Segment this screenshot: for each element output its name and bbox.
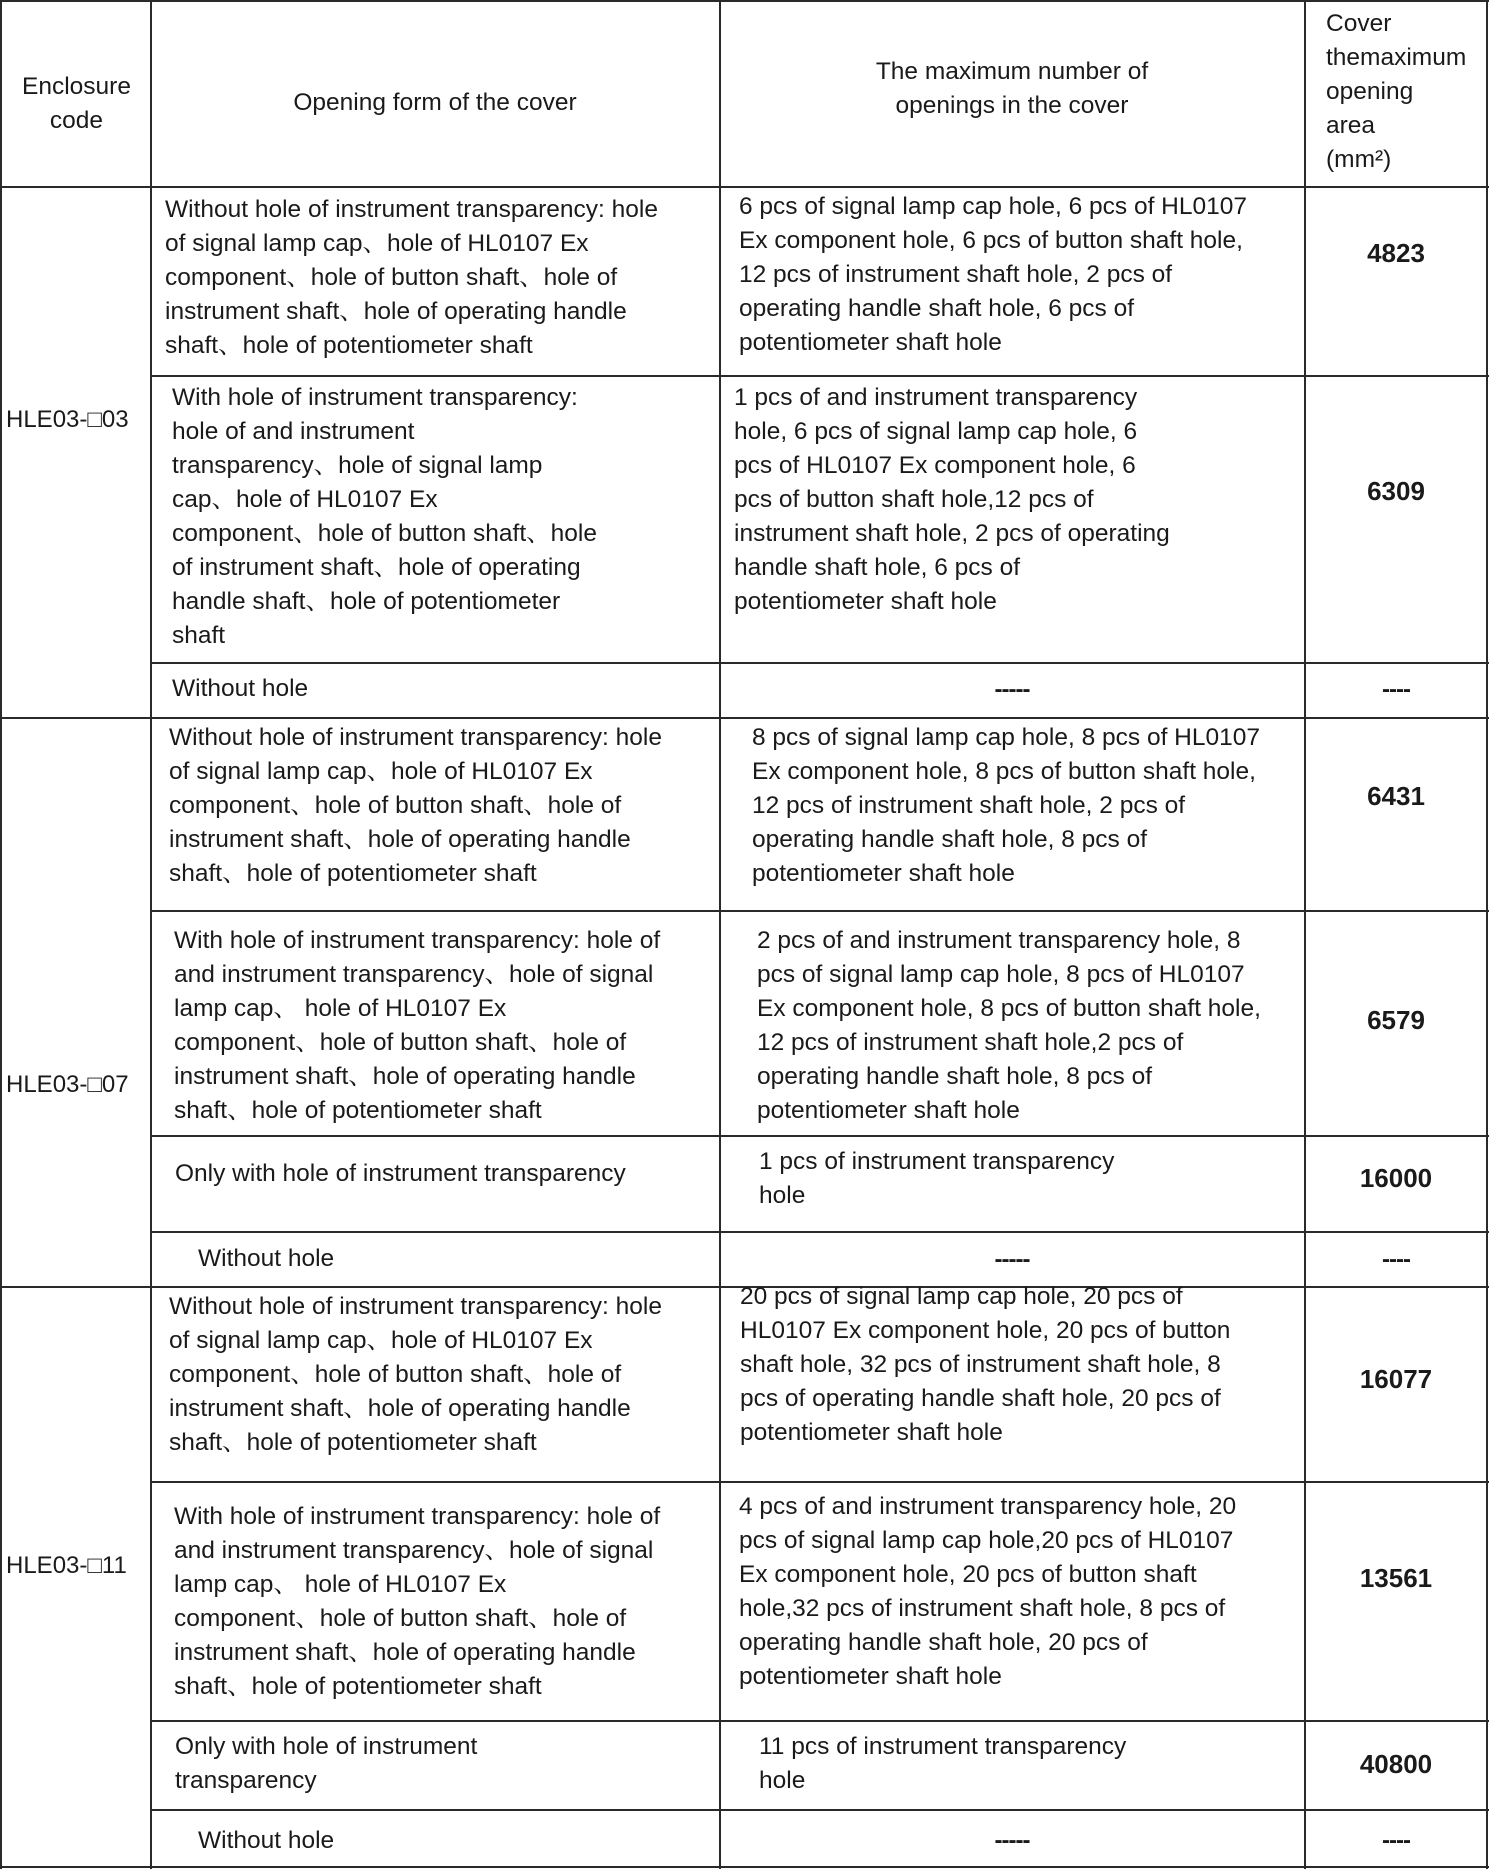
enclosure-code-03: HLE03-□03	[6, 406, 129, 433]
row-divider	[150, 1231, 1489, 1233]
opening-form-cell: Without hole	[172, 675, 309, 702]
max-area-value: 6579	[1367, 1005, 1425, 1035]
opening-form-cell: With hole of instrument transparency: hole of and instrument transparency、hole of signal lamp cap、 hole of HL0107 Ex component、hole of button shaft、hole of instrument shaft、hole of operating handle shaft、hole of potentiometer shaft	[174, 927, 661, 1124]
opening-form-cell: Only with hole of instrument transparency	[175, 1160, 626, 1187]
row-divider	[0, 186, 1489, 188]
enclosure-code-07: HLE03-□07	[6, 1071, 129, 1098]
max-area-value: 13561	[1359, 1563, 1433, 1593]
table-border	[0, 0, 1489, 2]
column-divider	[150, 0, 152, 1869]
max-area-value: 16000	[1359, 1163, 1433, 1193]
column-divider	[719, 0, 721, 1869]
row-divider	[150, 1135, 1489, 1137]
opening-form-cell: Without hole	[198, 1827, 335, 1854]
max-area-value: 40800	[1359, 1749, 1433, 1779]
max-openings-cell: 20 pcs of signal lamp cap hole, 20 pcs of HL0107 Ex component hole, 20 pcs of button shaft hole, 32 pcs of instrument shaft hole, 8 pcs of operating handle shaft hole, 20 pcs of potentiometer shaft hole	[740, 1283, 1231, 1446]
row-divider	[150, 1481, 1489, 1483]
opening-form-cell: Only with hole of instrument transparency	[175, 1733, 478, 1794]
max-openings-cell: 1 pcs of instrument transparency hole	[759, 1148, 1115, 1209]
opening-form-cell: With hole of instrument transparency: hole of and instrument transparency、hole of signal lamp cap、 hole of HL0107 Ex component、hole of button shaft、hole of instrument shaft、hole of operating handle shaft、hole of potentiometer shaft	[174, 1503, 661, 1700]
max-area-value: 4823	[1367, 238, 1425, 268]
max-area-value: 16077	[1359, 1364, 1433, 1394]
empty-marker: ----	[1382, 1246, 1410, 1273]
opening-form-cell: Without hole of instrument transparency: hole of signal lamp cap、hole of HL0107 Ex component、hole of button shaft、hole of instrument shaft、hole of operating handle shaft、hole of potentiometer shaft	[169, 1293, 662, 1456]
opening-form-cell: With hole of instrument transparency: hole of and instrument transparency、hole of signal lamp cap、hole of HL0107 Ex component、hole of button shaft、hole of instrument shaft、hole of operating handle shaft、hole of potentiometer shaft	[172, 384, 597, 649]
max-openings-cell: 4 pcs of and instrument transparency hole, 20 pcs of signal lamp cap hole,20 pcs of HL0107 Ex component hole, 20 pcs of button shaft hole,32 pcs of instrument shaft hole, 8 pcs of operating handle shaft hole, 20 pcs of potentiometer shaft hole	[739, 1493, 1237, 1690]
enclosure-code-11: HLE03-□11	[6, 1552, 127, 1579]
header-opening-form: Opening form of the cover	[293, 89, 577, 116]
header-max-number: The maximum number of openings in the cover	[875, 58, 1149, 119]
empty-marker: -----	[994, 1246, 1030, 1273]
max-area-value: 6309	[1367, 476, 1425, 506]
empty-marker: -----	[994, 676, 1030, 703]
opening-form-cell: Without hole of instrument transparency: hole of signal lamp cap、hole of HL0107 Ex component、hole of button shaft、hole of instrument shaft、hole of operating handle shaft、hole of potentiometer shaft	[169, 724, 662, 887]
opening-form-cell: Without hole of instrument transparency: hole of signal lamp cap、hole of HL0107 Ex component、hole of button shaft、hole of instrument shaft、hole of operating handle shaft、hole of potentiometer shaft	[165, 196, 658, 359]
max-openings-cell: 8 pcs of signal lamp cap hole, 8 pcs of HL0107 Ex component hole, 8 pcs of button shaft hole, 12 pcs of instrument shaft hole, 2 pcs of operating handle shaft hole, 8 pcs of potentiometer shaft hole	[752, 724, 1261, 887]
max-openings-cell: 2 pcs of and instrument transparency hole, 8 pcs of signal lamp cap hole, 8 pcs of HL0107 Ex component hole, 8 pcs of button shaft hole, 12 pcs of instrument shaft hole,2 pcs of operating handle shaft hole, 8 pcs of potentiometer shaft hole	[757, 927, 1261, 1124]
table-border	[0, 0, 2, 1869]
row-divider	[150, 662, 1489, 664]
row-divider	[0, 717, 1489, 719]
max-openings-cell: 11 pcs of instrument transparency hole	[759, 1733, 1127, 1794]
max-openings-cell: 6 pcs of signal lamp cap hole, 6 pcs of HL0107 Ex component hole, 6 pcs of button shaft hole, 12 pcs of instrument shaft hole, 2 pcs of operating handle shaft hole, 6 pcs of potentiometer shaft hole	[739, 193, 1248, 356]
empty-marker: -----	[994, 1827, 1030, 1854]
table-border	[0, 1866, 1489, 1868]
row-divider	[150, 375, 1489, 377]
max-area-value: 6431	[1367, 781, 1425, 811]
header-enclosure-code: Enclosure code	[22, 73, 131, 134]
row-divider	[150, 910, 1489, 912]
opening-form-cell: Without hole	[198, 1245, 335, 1272]
header-max-area: Cover themaximum opening area (mm²)	[1326, 10, 1467, 173]
empty-marker: ----	[1382, 1827, 1410, 1854]
table-border	[1486, 0, 1488, 1869]
empty-marker: ----	[1382, 676, 1410, 703]
row-divider	[150, 1720, 1489, 1722]
row-divider	[150, 1809, 1489, 1811]
max-openings-cell: 1 pcs of and instrument transparency hole, 6 pcs of signal lamp cap hole, 6 pcs of HL0107 Ex component hole, 6 pcs of button shaft hole,12 pcs of instrument shaft hole, 2 pcs of operating handle shaft hole, 6 pcs of potentiometer shaft hole	[734, 384, 1170, 615]
